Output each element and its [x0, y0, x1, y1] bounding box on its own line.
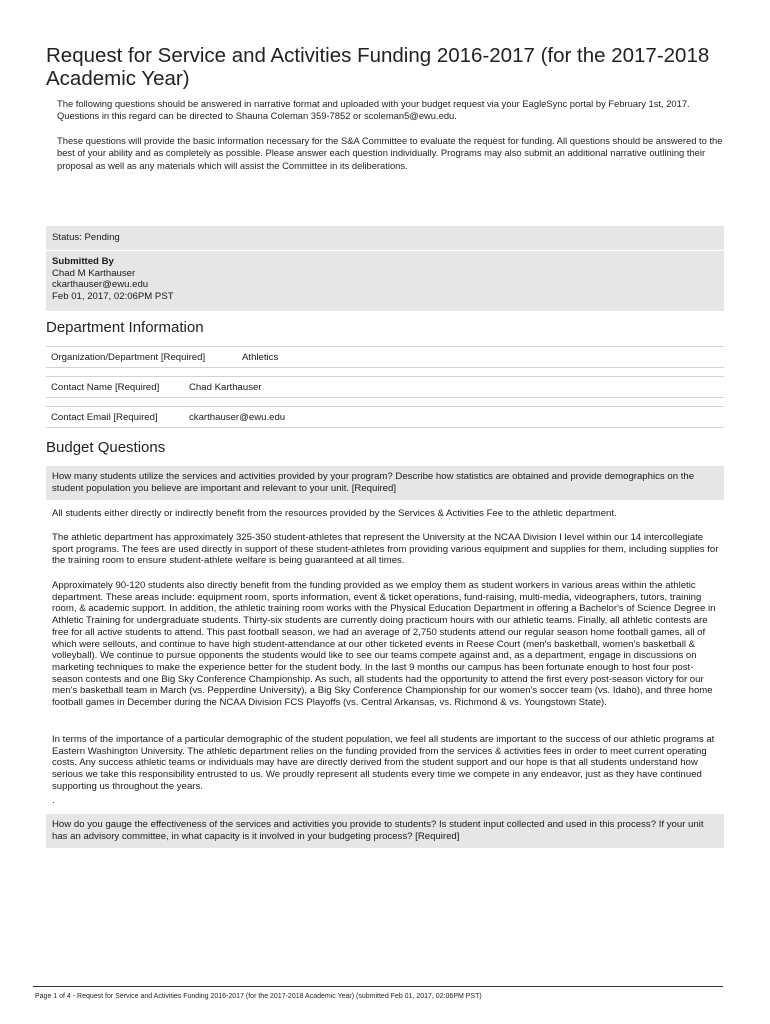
- intro-paragraph-guidance: These questions will provide the basic information necessary for the S&A Committee to evaluate the request for funding. All questions should be answered to the best of your ability and as completely as possible. Please answer each question individually. Programs may also submit an additional narrative outlining their proposal as well as any materials which will assist the Committee in its deliberations.: [57, 135, 723, 171]
- field-value-organization: Athletics: [242, 352, 279, 363]
- page-footer: Page 1 of 4 - Request for Service and Activities Funding 2016-2017 (for the 2017-2018 Academic Year) (submitted Feb 01, 2017, 02:06PM PST): [35, 993, 482, 1000]
- answer-paragraph: The athletic department has approximately 325-350 student-athletes that represent the University at the NCAA Division I level within our 14 intercollegiate sport programs. The fees are used directly in support of these student-athletes from providing various equipment and supplies for them, including supplies for the training room to ensure student-athlete welfare is being guaranteed at all times.: [52, 532, 719, 567]
- field-value-contact-name: Chad Karthauser: [189, 382, 262, 393]
- field-label-contact-email: Contact Email [Required]: [51, 412, 158, 423]
- intro-paragraph-deadline: The following questions should be answered in narrative format and uploaded with your budget request via your EagleSync portal by February 1st, 2017. Questions in this regard can be directed to Shauna Coleman 359-7852 or scoleman5@ewu.edu.: [57, 98, 690, 122]
- question-effectiveness: How do you gauge the effectiveness of the services and activities you provide to students? Is student input collected and used in this process? If your unit has an advisory committee, in what capacity is it involved in your budgeting process? [Required]: [46, 814, 724, 848]
- field-row-contact-name: [46, 376, 724, 398]
- submitter-email: ckarthauser@ewu.edu: [52, 279, 149, 291]
- field-value-contact-email: ckarthauser@ewu.edu: [189, 412, 286, 423]
- footer-divider: [33, 986, 723, 987]
- field-row-organization: [46, 346, 724, 368]
- field-row-contact-email: [46, 406, 724, 428]
- submitted-by-panel: [46, 251, 724, 311]
- answer-paragraph: In terms of the importance of a particular demographic of the student population, we feel all students are important to the success of our athletic programs at Eastern Washington University. The athletic department relies on the funding provided from the services & activities fees in order to meet current operating costs. Any success athletic teams or individuals may have are directly derived from the student support and our hope is that all students understand how serious we take this responsibility entrusted to us. We proudly represent all students every time we compete in any endeavor, just as they have continued supporting us throughout the years.: [52, 734, 715, 792]
- field-label-contact-name: Contact Name [Required]: [51, 382, 160, 393]
- answer-paragraph: .: [52, 795, 55, 806]
- submitted-date: Feb 01, 2017, 02:06PM PST: [52, 290, 174, 302]
- submitted-by-heading: Submitted By: [52, 256, 114, 267]
- field-label-organization: Organization/Department [Required]: [51, 352, 206, 363]
- question-students-served: How many students utilize the services and activities provided by your program? Describe how statistics are obtained and provide demographics on the student population you believe are important and relevant to your unit. [Required]: [46, 466, 724, 500]
- budget-section-heading: Budget Questions: [46, 439, 166, 456]
- department-section-heading: Department Information: [46, 319, 204, 336]
- answer-paragraph: All students either directly or indirectly benefit from the resources provided by the Services & Activities Fee to the athletic department.: [52, 508, 617, 519]
- page-title: Request for Service and Activities Funding 2016-2017 (for the 2017-2018 Academic Year): [46, 44, 710, 90]
- answer-paragraph: Approximately 90-120 students also directly benefit from the funding provided as we employ them as student workers in various areas within the athletic department. These areas include: equipment room, sports information, event & ticket operations, fund-raising, multi-media, videographers, tutors, training room, & academic support. In addition, the athletic training room works with the Physical Education Department in offering a Bachelor's of Science Degree in Athletic Training for undergraduate students. Thirty-six students are currently doing practicum hours with our athletic teams. Finally, all athletic contests are free for all active students to attend. This past football season, we had an average of 2,750 students attend our regular season home football games, all of which were sellouts, and continue to have high student-attendance at our other ticketed events in Reese Court (men's basketball, women's basketball & volleyball). We continue to pursue opponents the students would like to see our teams compete against and, as a department, engage in discussions on marketing techniques to make the experience better for the student body. In the last 9 months our campus has been fortunate enough to host four post-season contests and one Big Sky Conference Championship. As such, all students had the opportunity to attend the first every post-season victory for our men's basketball team in March (vs. Pepperdine University), a Big Sky Conference Championship for our women's soccer team (vs. Idaho), and three home football games in December during the NCAA Division FCS Playoffs (vs. Central Arkansas, vs. Richmond & vs. Youngstown State).: [52, 580, 716, 709]
- status-badge: Status: Pending: [46, 226, 724, 250]
- submitter-name: Chad M Karthauser: [52, 267, 136, 279]
